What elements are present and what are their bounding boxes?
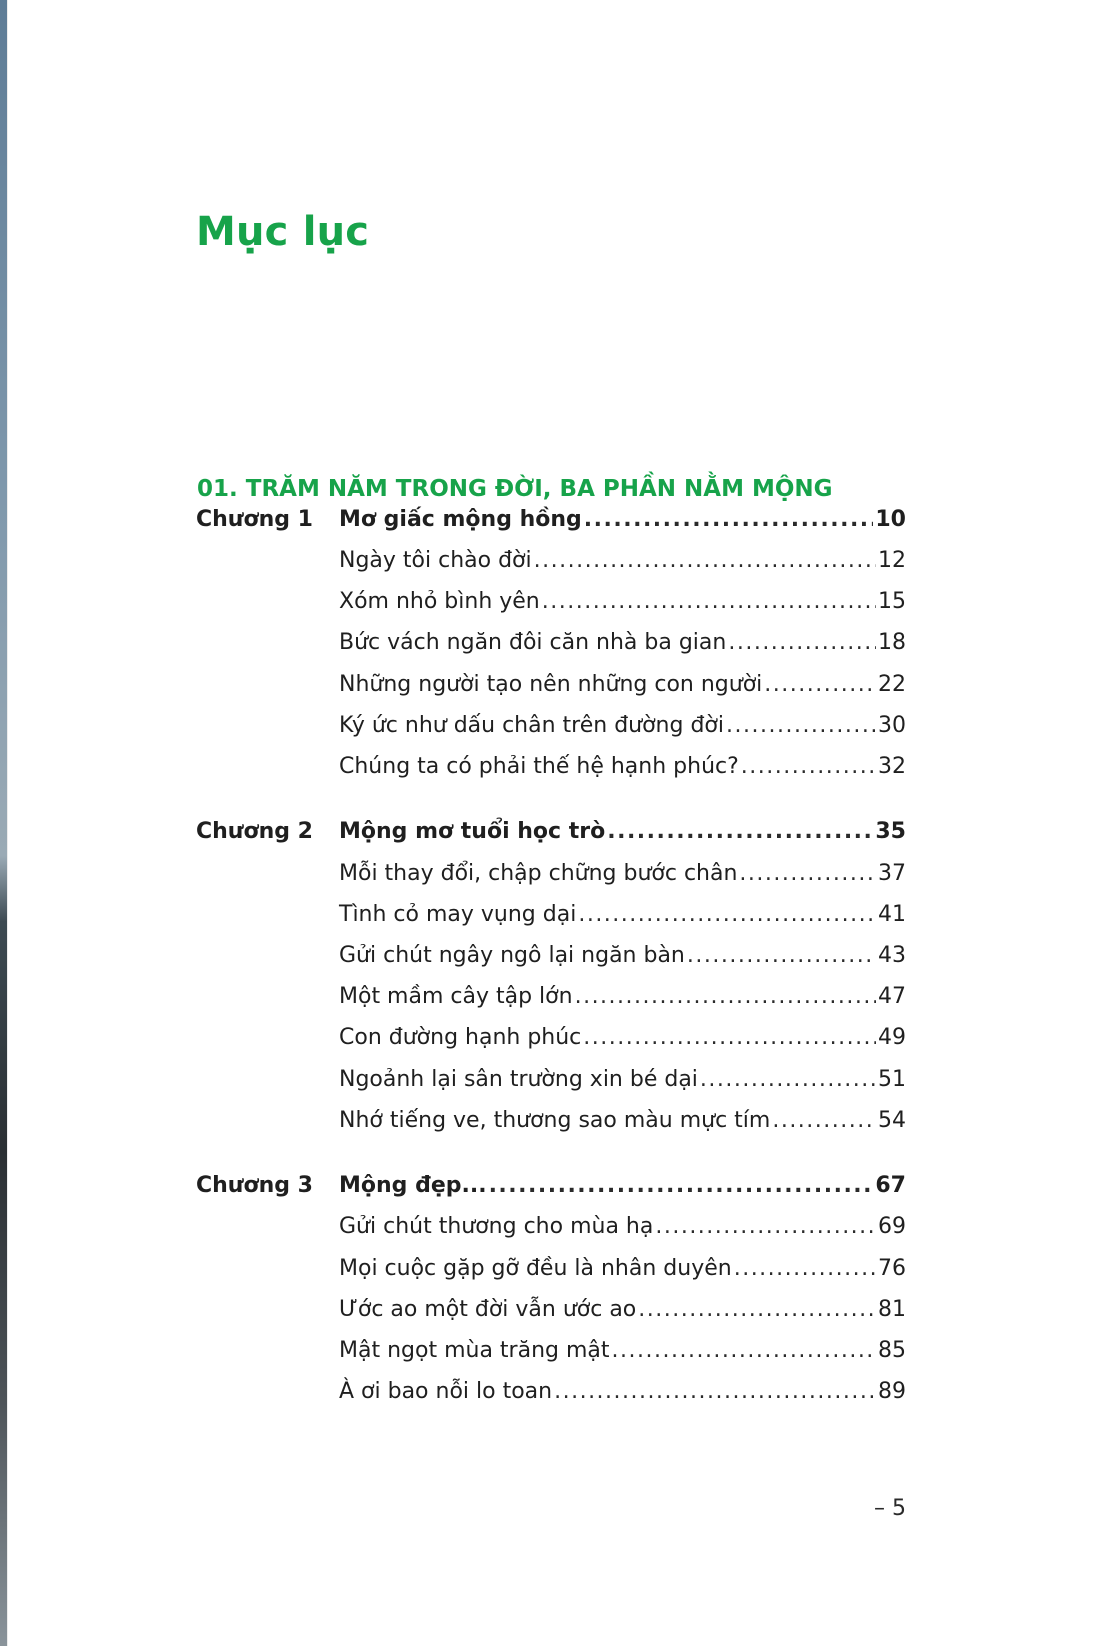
page-number: 37 xyxy=(878,861,906,886)
section-title: À ơi bao nỗi lo toan xyxy=(339,1379,553,1404)
toc-entry[interactable] xyxy=(196,1295,906,1325)
section-title: Mọi cuộc gặp gỡ đều là nhân duyên xyxy=(339,1256,732,1281)
dot-leader xyxy=(607,817,873,847)
dot-leader xyxy=(764,670,876,700)
dot-leader xyxy=(772,1106,876,1136)
dot-leader xyxy=(489,1171,874,1201)
page-number: 85 xyxy=(878,1338,906,1363)
page-number: 69 xyxy=(878,1214,906,1239)
dot-leader xyxy=(542,587,876,617)
chapter-title: Mộng đẹp... xyxy=(339,1173,487,1198)
page-number: 22 xyxy=(878,672,906,697)
page-number: 15 xyxy=(878,589,906,614)
page-number: 54 xyxy=(878,1108,906,1133)
chapter-title: Mộng mơ tuổi học trò xyxy=(339,819,606,844)
section-title: Ngày tôi chào đời xyxy=(339,548,532,573)
toc-entry[interactable] xyxy=(196,1377,906,1407)
page-number: 43 xyxy=(878,943,906,968)
toc-entry[interactable] xyxy=(196,900,906,930)
section-title: Ngoảnh lại sân trường xin bé dại xyxy=(339,1067,698,1092)
dot-leader xyxy=(741,752,876,782)
section-title: Một mầm cây tập lớn xyxy=(339,984,573,1009)
page-number: 67 xyxy=(875,1173,906,1198)
section-title: Gửi chút ngây ngô lại ngăn bàn xyxy=(339,943,685,968)
section-title: Mật ngọt mùa trăng mật xyxy=(339,1338,610,1363)
section-title: Chúng ta có phải thế hệ hạnh phúc? xyxy=(339,754,739,779)
chapter-title: Mơ giấc mộng hồng xyxy=(339,507,582,532)
toc-entry[interactable] xyxy=(196,941,906,971)
section-title: Con đường hạnh phúc xyxy=(339,1025,582,1050)
page-number: 76 xyxy=(878,1256,906,1281)
dot-leader xyxy=(612,1336,876,1366)
page-number: 47 xyxy=(878,984,906,1009)
section-title: Mỗi thay đổi, chập chững bước chân xyxy=(339,861,738,886)
dot-leader xyxy=(734,1254,876,1284)
chapter-entry xyxy=(339,817,906,847)
dot-leader xyxy=(534,546,876,576)
section-title: Bức vách ngăn đôi căn nhà ba gian xyxy=(339,630,727,655)
toc-entry[interactable] xyxy=(196,546,906,576)
page-number: 30 xyxy=(878,713,906,738)
toc-entry[interactable] xyxy=(196,1023,906,1053)
dot-leader xyxy=(584,505,874,535)
chapter-3-row[interactable] xyxy=(196,1171,906,1201)
page-number: 41 xyxy=(878,902,906,927)
toc-entry[interactable] xyxy=(196,1065,906,1095)
section-title: Nhớ tiếng ve, thương sao màu mực tím xyxy=(339,1108,771,1133)
toc-entry[interactable] xyxy=(196,752,906,782)
chapter-2-row[interactable] xyxy=(196,817,906,847)
toc-entry[interactable] xyxy=(196,982,906,1012)
dot-leader xyxy=(700,1065,876,1095)
part-title: 01. TRĂM NĂM TRONG ĐỜI, BA PHẦN NẰM MỘNG xyxy=(197,476,833,502)
dot-leader xyxy=(655,1212,876,1242)
toc-entry[interactable] xyxy=(196,1254,906,1284)
chapter-entry xyxy=(339,1171,906,1201)
chapter-label: Chương 1 xyxy=(196,507,313,532)
dot-leader xyxy=(578,900,876,930)
dot-leader xyxy=(554,1377,876,1407)
chapter-entry xyxy=(339,505,906,535)
page-folio: – 5 xyxy=(874,1496,906,1521)
dot-leader xyxy=(583,1023,876,1053)
chapter-1-row[interactable] xyxy=(196,505,906,535)
page-title: Mục lục xyxy=(196,209,370,255)
section-title: Tình cỏ may vụng dại xyxy=(339,902,577,927)
chapter-label: Chương 3 xyxy=(196,1173,313,1198)
section-title: Những người tạo nên những con người xyxy=(339,672,763,697)
page-number: 12 xyxy=(878,548,906,573)
dot-leader xyxy=(638,1295,876,1325)
section-title: Ký ức như dấu chân trên đường đời xyxy=(339,713,724,738)
page-number: 35 xyxy=(875,819,906,844)
page-number: 81 xyxy=(878,1297,906,1322)
toc-entry[interactable] xyxy=(196,1336,906,1366)
section-title: Xóm nhỏ bình yên xyxy=(339,589,540,614)
page-number: 89 xyxy=(878,1379,906,1404)
dot-leader xyxy=(728,628,876,658)
dot-leader xyxy=(575,982,876,1012)
dot-leader xyxy=(687,941,876,971)
toc-entry[interactable] xyxy=(196,1106,906,1136)
page-edge-strip xyxy=(0,0,7,1646)
dot-leader xyxy=(739,859,876,889)
toc-entry[interactable] xyxy=(196,670,906,700)
page-number: 51 xyxy=(878,1067,906,1092)
toc-entry[interactable] xyxy=(196,587,906,617)
section-title: Gửi chút thương cho mùa hạ xyxy=(339,1214,654,1239)
page-number: 10 xyxy=(875,507,906,532)
page-number: 32 xyxy=(878,754,906,779)
toc-entry[interactable] xyxy=(196,628,906,658)
section-title: Ước ao một đời vẫn ước ao xyxy=(339,1297,637,1322)
toc-entry[interactable] xyxy=(196,1212,906,1242)
toc-entry[interactable] xyxy=(196,711,906,741)
dot-leader xyxy=(726,711,876,741)
chapter-label: Chương 2 xyxy=(196,819,313,844)
page-number: 18 xyxy=(878,630,906,655)
toc-entry[interactable] xyxy=(196,859,906,889)
page-number: 49 xyxy=(878,1025,906,1050)
